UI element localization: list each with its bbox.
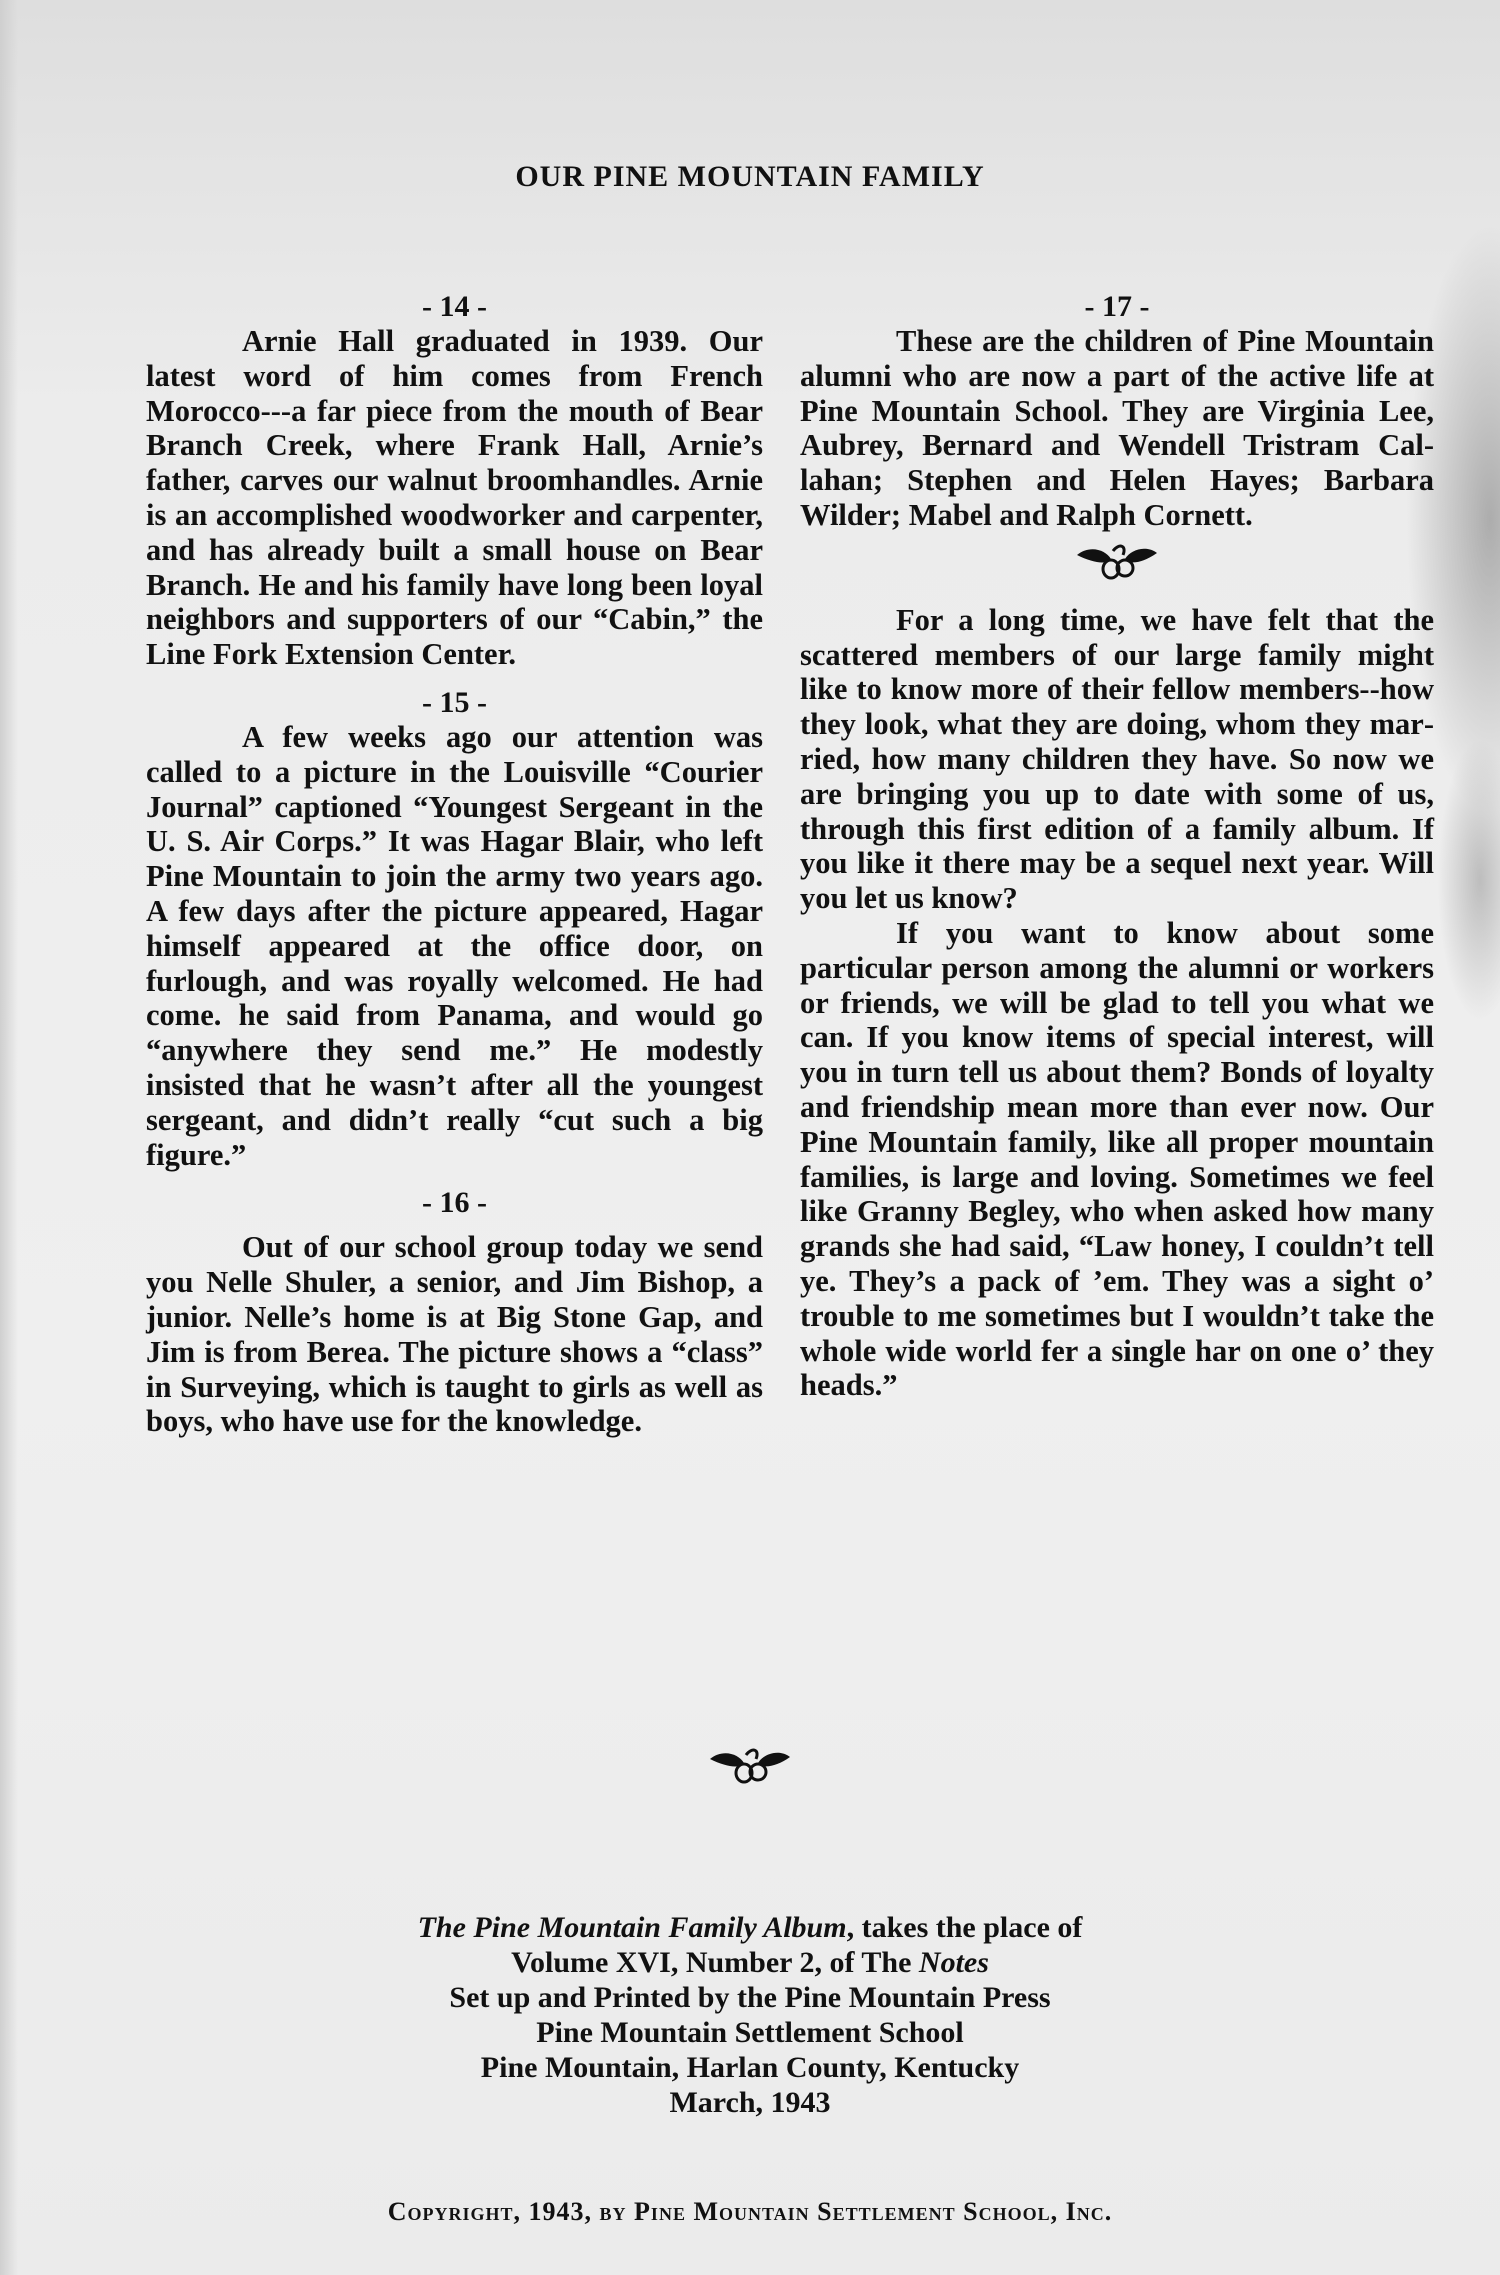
right-column	[800, 290, 1434, 1403]
closing-paragraph-1: For a long time, we have felt that the scattered members of our large family might like to know more of their fellow members--how they look, what they are doing, whom they married, how many children they have. So now we are bringing you up to date with some of us, through this first edition of a family album. If you like it there may be a sequel next year. Will you let us know?	[800, 602, 1434, 916]
section-number-16: - 16 -	[422, 1186, 487, 1220]
section-16-paragraph: Out of our school group today we send you Nelle Shuler, a senior, and Jim Bishop, a junior. Nelle’s home is at Big Stone Gap, and Jim is from Berea. The picture shows a “class” in Surveying, which is taught to girls as well as boys, who have use for the knowledge.	[146, 1230, 763, 1439]
section-17-paragraph: These are the children of Pine Mountain alumni who are now a part of the active life at Pine Mountain School. They are Virginia Lee, Aubrey, Bernard and Wendell Tristram Callahan; Stephen and Helen Hayes; Barbara Wilder; Mabel and Ralph Cornett.	[800, 324, 1434, 532]
notes-title: Notes	[918, 1946, 989, 1979]
album-title: The Pine Mountain Family Album	[417, 1911, 847, 1944]
colophon	[0, 1910, 1500, 2120]
colophon-line-4: Pine Mountain Settlement School	[536, 2016, 964, 2049]
section-15-paragraph: A few weeks ago our attention was called to a picture in the Louisville “Courier Journal” captioned “Youngest Sergeant in the U. S. Air Corps.” It was Hagar Blair, who left Pine Mountain to join the army two years ago. A few days after the picture appeared, Hagar himself appeared at the office door, on furlough, and was royally welcomed. He had come. he said from Panama, and would go “anywhere they send me.” He modestly insisted that he wasn’t after all the youngest sergeant, and didn’t really “cut such a big figure.”	[146, 719, 763, 1172]
fleuron-ornament-icon	[1067, 541, 1167, 581]
colophon-line-2	[0, 1945, 1500, 1980]
colophon-line-2-prefix: Volume XVI, Number 2, of The	[511, 1946, 919, 1979]
section-14-paragraph: Arnie Hall graduated in 1939. Our latest word of him comes from French Morocco---a far piece from the mouth of Bear Branch Creek, where Frank Hall, Arnie’s father, carves our walnut broomhandles. Arnie is an accomplished woodworker and carpenter, and has already built a small house on Bear Branch. He and his family have long been loyal neighbors and supporters of our “Cabin,” the Line Fork Extension Center.	[146, 324, 763, 672]
fleuron-ornament-icon	[700, 1745, 800, 1785]
section-number-15: - 15 -	[422, 685, 487, 719]
section-number-14: - 14 -	[422, 290, 487, 323]
colophon-line-1-rest: , takes the place of	[846, 1911, 1083, 1944]
closing-paragraph-2: If you want to know about some particular person among the alumni or workers or friends, we will be glad to tell you what we can. If you know items of special interest, will you in turn tell us about them? Bonds of loyalty and friendship mean more than ever now. Our Pine Mountain family, like all proper mountain families, is large and loving. Sometimes we feel like Granny Begley, who when asked how many grands she had said, “Law honey, I couldn’t tell ye. They’s a pack of ’em. They was a sight o’ trouble to me sometimes but I wouldn’t take the whole wide world fer a single har on one o’ they heads.”	[800, 915, 1434, 1403]
running-head: OUR PINE MOUNTAIN FAMILY	[515, 160, 985, 193]
colophon-line-5: Pine Mountain, Harlan County, Kentucky	[480, 2051, 1020, 2084]
section-number-17: - 17 -	[1084, 290, 1150, 323]
colophon-date: March, 1943	[669, 2086, 831, 2119]
colophon-line-1	[0, 1910, 1500, 1945]
copyright-notice: Copyright, 1943, by Pine Mountain Settlement School, Inc.	[387, 2197, 1113, 2226]
colophon-line-3: Set up and Printed by the Pine Mountain Press	[449, 1981, 1051, 2014]
left-column	[146, 290, 763, 1439]
